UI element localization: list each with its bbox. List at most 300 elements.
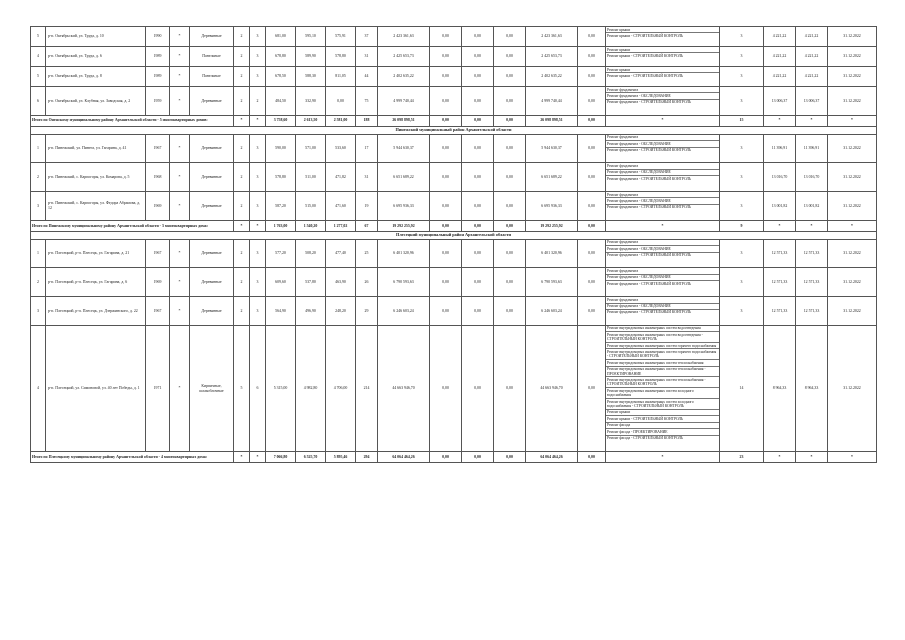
cell-c3: * [170, 325, 190, 452]
cell-s2: 4 221,22 [796, 67, 828, 87]
district-total-row [31, 115, 877, 126]
district-title: Плесецкий муниципальный район Архангельской области [31, 231, 877, 239]
work-item: Ремонт фундамента [606, 240, 719, 246]
total-c3: * [234, 452, 250, 463]
cell-ent: 3 [250, 163, 266, 192]
total-works: * [606, 452, 720, 463]
cell-works [606, 27, 720, 47]
cell-date: 31.12.2022 [828, 87, 877, 116]
total-ty: 9 [720, 220, 764, 231]
cell-f3: 0,00 [494, 27, 526, 47]
cell-f1: 0,00 [430, 67, 462, 87]
cell-year: 1969 [146, 268, 170, 297]
total-a3: 2 581,00 [326, 115, 356, 126]
total-a1: 3 758,60 [266, 115, 296, 126]
cell-cost: 6 695 936,33 [378, 192, 430, 221]
cell-date: 31.12.2022 [828, 163, 877, 192]
cell-fl: 2 [234, 67, 250, 87]
cell-ent: 2 [250, 87, 266, 116]
cell-date: 31.12.2022 [828, 192, 877, 221]
cell-fl: 2 [234, 87, 250, 116]
cell-a1: 590,00 [266, 134, 296, 163]
work-item: Ремонт фундамента [606, 297, 719, 303]
cell-addr: р-п. Пинежский, с. Карпогоры, ул. Федора Абрамова, д. 12 [46, 192, 146, 221]
cell-date: 31.12.2022 [828, 268, 877, 297]
cell-n: 6 [31, 87, 46, 116]
work-item: Ремонт крыши [606, 47, 719, 53]
cell-year: 1967 [146, 239, 170, 268]
cell-f4: 4 999 740,44 [526, 87, 578, 116]
cell-s2: 12 571,33 [796, 268, 828, 297]
cell-c3: * [170, 239, 190, 268]
work-item: Ремонт крыши - СТРОИТЕЛЬНЫЙ КОНТРОЛЬ [607, 33, 684, 38]
work-item: Ремонт внутридомовых инженерных систем водоотведения [606, 326, 719, 332]
total-s2: * [796, 220, 828, 231]
cell-a2: 496,90 [296, 297, 326, 326]
work-item: Ремонт крыши [606, 67, 719, 73]
cell-cost: 6 790 593,63 [378, 268, 430, 297]
cell-ty: 3 [720, 87, 764, 116]
work-item: Ремонт фундамента - СТРОИТЕЛЬНЫЙ КОНТРОЛЬ [607, 281, 692, 286]
cell-ty: 3 [720, 192, 764, 221]
cell-res: 31 [356, 163, 378, 192]
work-item: Ремонт фундамента - ОБСЛЕДОВАНИЕ [606, 141, 719, 147]
total-cost: 64 064 464,26 [378, 452, 430, 463]
total-res: 188 [356, 115, 378, 126]
cell-f5: 0,00 [578, 192, 606, 221]
cell-f4: 2 423 361,63 [526, 27, 578, 47]
work-item: Ремонт внутридомовых инженерных систем холодного водоснабжения [606, 388, 719, 399]
cell-s1: 13 016,70 [764, 163, 796, 192]
total-a2: 2 613,50 [296, 115, 326, 126]
cell-n: 4 [31, 325, 46, 452]
work-item: Ремонт фундамента - СТРОИТЕЛЬНЫЙ КОНТРОЛЬ [607, 148, 692, 152]
cell-a3: 471,82 [326, 163, 356, 192]
cell-cost: 6 246 603,24 [378, 297, 430, 326]
cell-ent: 3 [250, 268, 266, 297]
cell-date: 31.12.2022 [828, 134, 877, 163]
work-item: Ремонт фундамента - ОБСЛЕДОВАНИЕ [606, 246, 719, 252]
cell-f1: 0,00 [430, 27, 462, 47]
work-item: Ремонт фундамента - СТРОИТЕЛЬНЫЙ КОНТРОЛЬ [607, 205, 692, 210]
work-item: Ремонт внутридомовых инженерных систем водоотведения - СТРОИТЕЛЬНЫЙ КОНТРОЛЬ [606, 332, 719, 343]
work-item: Ремонт крыши - СТРОИТЕЛЬНЫЙ КОНТРОЛЬ [607, 73, 684, 78]
cell-s2: 13 006,37 [796, 87, 828, 116]
cell-a2: 589,90 [296, 47, 326, 67]
cell-f5: 0,00 [578, 27, 606, 47]
cell-s2: 12 571,33 [796, 297, 828, 326]
cell-date: 31.12.2022 [828, 325, 877, 452]
cell-ent: 3 [250, 134, 266, 163]
cell-a3: 463,90 [326, 268, 356, 297]
total-res: 294 [356, 452, 378, 463]
work-item: Ремонт фундамента - ОБСЛЕДОВАНИЕ [606, 304, 719, 310]
cell-ent: 3 [250, 67, 266, 87]
cell-cost: 4 999 740,44 [378, 87, 430, 116]
cell-a2: 588,30 [296, 67, 326, 87]
cell-f4: 2 425 653,73 [526, 47, 578, 67]
cell-cost: 44 663 946,70 [378, 325, 430, 452]
cell-ent: 3 [250, 192, 266, 221]
total-res: 67 [356, 220, 378, 231]
cell-a1: 678,80 [266, 47, 296, 67]
cell-f1: 0,00 [430, 297, 462, 326]
cell-res: 37 [356, 27, 378, 47]
cell-res: 214 [356, 325, 378, 452]
cell-f2: 0,00 [462, 27, 494, 47]
work-item: Ремонт фасада - ПРОЕКТИРОВАНИЕ [606, 429, 719, 435]
cell-s1: 12 571,33 [764, 239, 796, 268]
cell-works [606, 325, 720, 452]
total-a3: 1 277,02 [326, 220, 356, 231]
cell-mat: Деревянные [190, 239, 234, 268]
cell-year: 1971 [146, 325, 170, 452]
total-c4: * [250, 452, 266, 463]
cell-s1: 4 221,22 [764, 67, 796, 87]
total-cost: 26 098 898,51 [378, 115, 430, 126]
cell-res: 31 [356, 47, 378, 67]
cell-cost: 6 401 320,96 [378, 239, 430, 268]
cell-works [606, 67, 720, 87]
cell-addr: р-п. Октябрьский, ул. Труда, д. 10 [46, 27, 146, 47]
table-row [31, 27, 877, 47]
cell-f4: 6 695 936,33 [526, 192, 578, 221]
cell-res: 44 [356, 67, 378, 87]
cell-a1: 577,20 [266, 239, 296, 268]
cell-f5: 0,00 [578, 67, 606, 87]
cell-n: 5 [31, 27, 46, 47]
total-s2: * [796, 115, 828, 126]
total-c4: * [250, 220, 266, 231]
work-item: Ремонт фасада [606, 423, 719, 429]
work-item: Ремонт фундамента [606, 268, 719, 274]
total-s1: * [764, 220, 796, 231]
cell-s1: 11 396,91 [764, 134, 796, 163]
cell-f3: 0,00 [494, 325, 526, 452]
cell-f5: 0,00 [578, 268, 606, 297]
work-item: Ремонт фундамента [606, 192, 719, 198]
cell-f3: 0,00 [494, 67, 526, 87]
work-item: Ремонт фундамента - ОБСЛЕДОВАНИЕ [606, 170, 719, 176]
cell-c3: * [170, 192, 190, 221]
work-item: Ремонт внутридомовых инженерных систем теплоснабжения [606, 360, 719, 366]
cell-ent: 3 [250, 297, 266, 326]
cell-a2: 332,90 [296, 87, 326, 116]
cell-year: 1989 [146, 47, 170, 67]
table-row [31, 87, 877, 116]
total-f3: 0,00 [494, 452, 526, 463]
cell-f5: 0,00 [578, 47, 606, 67]
total-label: Итого по Онежскому муниципальному району Архангельской области - 5 многоквартирных домов: [31, 115, 234, 126]
cell-mat: Кирпичные, шлакоблочные [190, 325, 234, 452]
cell-ty: 3 [720, 67, 764, 87]
cell-f5: 0,00 [578, 239, 606, 268]
table-row [31, 47, 877, 67]
total-f3: 0,00 [494, 115, 526, 126]
cell-a2: 595,10 [296, 27, 326, 47]
cell-a1: 587,20 [266, 192, 296, 221]
document-sheet [30, 26, 877, 463]
table-row [31, 163, 877, 192]
cell-f5: 0,00 [578, 325, 606, 452]
cell-works [606, 192, 720, 221]
cell-res: 17 [356, 134, 378, 163]
total-c3: * [234, 115, 250, 126]
cell-n: 2 [31, 268, 46, 297]
cell-s1: 13 006,37 [764, 87, 796, 116]
district-title: Пинежский муниципальный район Архангельской области [31, 126, 877, 134]
table-row [31, 297, 877, 326]
cell-n: 1 [31, 134, 46, 163]
cell-f3: 0,00 [494, 297, 526, 326]
cell-f3: 0,00 [494, 47, 526, 67]
cell-a1: 681,00 [266, 27, 296, 47]
cell-date: 31.12.2022 [828, 297, 877, 326]
cell-f5: 0,00 [578, 87, 606, 116]
work-item: Ремонт внутридомовых инженерных систем теплоснабжения - ПРОЕКТИРОВАНИЕ [606, 367, 719, 378]
cell-s1: 13 001,82 [764, 192, 796, 221]
cell-f4: 5 944 630,37 [526, 134, 578, 163]
total-cost: 19 292 255,92 [378, 220, 430, 231]
cell-mat: Деревянные [190, 192, 234, 221]
cell-f1: 0,00 [430, 163, 462, 192]
total-f2: 0,00 [462, 220, 494, 231]
work-item: Ремонт фундамента [606, 87, 719, 93]
cell-fl: 2 [234, 297, 250, 326]
cell-f4: 2 402 635,22 [526, 67, 578, 87]
work-item: Ремонт фундамента - СТРОИТЕЛЬНЫЙ КОНТРОЛЬ [607, 310, 692, 315]
cell-ent: 3 [250, 47, 266, 67]
cell-date: 31.12.2022 [828, 67, 877, 87]
cell-n: 5 [31, 67, 46, 87]
total-s2: * [796, 452, 828, 463]
total-label: Итого по Плесецкому муниципальному району Архангельской области - 4 многоквартирных дома: [31, 452, 234, 463]
cell-addr: р-п. Октябрьский, ул. Клубная, ул. Заводская, д. 2 [46, 87, 146, 116]
cell-f2: 0,00 [462, 47, 494, 67]
cell-f3: 0,00 [494, 192, 526, 221]
cell-c3: * [170, 163, 190, 192]
cell-a3: 0,00 [326, 87, 356, 116]
work-item: Ремонт фундамента - ОБСЛЕДОВАНИЕ [606, 198, 719, 204]
total-date: * [828, 220, 877, 231]
cell-f1: 0,00 [430, 87, 462, 116]
cell-addr: р-п. Плесецкий, р-п. Плесецк, ул. Гагарина, д. 21 [46, 239, 146, 268]
cell-a2: 508,20 [296, 239, 326, 268]
cell-f2: 0,00 [462, 192, 494, 221]
cell-s2: 4 221,22 [796, 47, 828, 67]
cell-f2: 0,00 [462, 325, 494, 452]
capital-repair-table [30, 26, 877, 463]
work-item: Ремонт фундамента [606, 135, 719, 141]
cell-a3: 248,20 [326, 297, 356, 326]
cell-mat: Деревянные [190, 163, 234, 192]
total-a2: 6 525,70 [296, 452, 326, 463]
cell-a1: 609,60 [266, 268, 296, 297]
cell-year: 1990 [146, 27, 170, 47]
cell-works [606, 239, 720, 268]
cell-f2: 0,00 [462, 87, 494, 116]
district-header-row [31, 231, 877, 239]
table-row [31, 268, 877, 297]
cell-cost: 2 423 361,63 [378, 27, 430, 47]
cell-f3: 0,00 [494, 87, 526, 116]
cell-ty: 3 [720, 27, 764, 47]
total-date: * [828, 115, 877, 126]
total-a1: 1 763,00 [266, 220, 296, 231]
cell-a2: 515,00 [296, 192, 326, 221]
cell-mat: Панельные [190, 67, 234, 87]
work-item: Ремонт внутридомовых инженерных систем теплоснабжения - СТРОИТЕЛЬНЫЙ КОНТРОЛЬ [606, 377, 719, 388]
cell-f4: 6 790 593,63 [526, 268, 578, 297]
cell-ent: 3 [250, 27, 266, 47]
cell-s2: 8 964,33 [796, 325, 828, 452]
total-f4: 64 064 464,26 [526, 452, 578, 463]
cell-res: 29 [356, 297, 378, 326]
cell-ty: 3 [720, 163, 764, 192]
work-item: Ремонт внутридомовых инженерных систем горячего водоснабжения - СТРОИТЕЛЬНЫЙ КОНТРОЛЬ [606, 349, 719, 360]
cell-cost: 5 944 630,37 [378, 134, 430, 163]
cell-n: 2 [31, 163, 46, 192]
cell-a3: 533,60 [326, 134, 356, 163]
cell-a1: 578,80 [266, 163, 296, 192]
cell-f1: 0,00 [430, 239, 462, 268]
total-f1: 0,00 [430, 220, 462, 231]
total-f5: 0,00 [578, 452, 606, 463]
cell-a2: 511,00 [296, 163, 326, 192]
cell-a2: 571,00 [296, 134, 326, 163]
cell-addr: р-п. Пинежский, ул. Пинега, ул. Гагарина, д. 41 [46, 134, 146, 163]
cell-a3: 578,80 [326, 47, 356, 67]
cell-s2: 12 571,33 [796, 239, 828, 268]
cell-f2: 0,00 [462, 134, 494, 163]
cell-fl: 2 [234, 239, 250, 268]
cell-c3: * [170, 268, 190, 297]
cell-fl: 2 [234, 47, 250, 67]
cell-f3: 0,00 [494, 163, 526, 192]
cell-f3: 0,00 [494, 134, 526, 163]
work-item: Ремонт фундамента - ОБСЛЕДОВАНИЕ [606, 93, 719, 99]
total-a3: 5 895,46 [326, 452, 356, 463]
cell-f3: 0,00 [494, 268, 526, 297]
total-a2: 1 540,20 [296, 220, 326, 231]
cell-f2: 0,00 [462, 239, 494, 268]
table-row [31, 192, 877, 221]
work-item: Ремонт фундамента - СТРОИТЕЛЬНЫЙ КОНТРОЛЬ [607, 253, 692, 258]
cell-cost: 2 402 635,22 [378, 67, 430, 87]
cell-works [606, 47, 720, 67]
cell-ty: 3 [720, 268, 764, 297]
cell-mat: Деревянные [190, 268, 234, 297]
table-row [31, 134, 877, 163]
table-row [31, 325, 877, 452]
total-f3: 0,00 [494, 220, 526, 231]
cell-c3: * [170, 134, 190, 163]
cell-works [606, 134, 720, 163]
total-works: * [606, 220, 720, 231]
cell-f5: 0,00 [578, 163, 606, 192]
total-works: * [606, 115, 720, 126]
cell-f1: 0,00 [430, 268, 462, 297]
cell-works [606, 87, 720, 116]
total-f2: 0,00 [462, 115, 494, 126]
total-s1: * [764, 452, 796, 463]
cell-works [606, 163, 720, 192]
cell-n: 3 [31, 297, 46, 326]
cell-a1: 678,50 [266, 67, 296, 87]
cell-c3: * [170, 47, 190, 67]
cell-f1: 0,00 [430, 134, 462, 163]
work-item: Ремонт крыши [606, 27, 719, 33]
cell-res: 19 [356, 192, 378, 221]
cell-cost: 6 651 689,22 [378, 163, 430, 192]
total-ty: 23 [720, 452, 764, 463]
cell-ty: 14 [720, 325, 764, 452]
cell-f4: 44 663 946,70 [526, 325, 578, 452]
cell-mat: Деревянные [190, 297, 234, 326]
cell-a1: 5 315,00 [266, 325, 296, 452]
cell-s1: 8 964,33 [764, 325, 796, 452]
cell-s1: 4 221,22 [764, 47, 796, 67]
total-f2: 0,00 [462, 452, 494, 463]
district-total-row [31, 452, 877, 463]
total-f4: 26 098 898,51 [526, 115, 578, 126]
cell-addr: р-п. Октябрьский, ул. Труда, д. 8 [46, 67, 146, 87]
cell-addr: р-п. Плесецкий, ул. Симоновой, ул. 40 лет Победы, д. 1 [46, 325, 146, 452]
cell-mat: Панельные [190, 47, 234, 67]
cell-f5: 0,00 [578, 134, 606, 163]
total-s1: * [764, 115, 796, 126]
table-body [31, 27, 877, 463]
cell-year: 1969 [146, 192, 170, 221]
cell-addr: р-п. Плесецкий, р-п. Плесецк, ул. Гагарина, д. 6 [46, 268, 146, 297]
cell-f4: 6 651 689,22 [526, 163, 578, 192]
work-item: Ремонт крыши [606, 410, 719, 416]
cell-n: 3 [31, 192, 46, 221]
cell-f2: 0,00 [462, 268, 494, 297]
cell-works [606, 297, 720, 326]
cell-cost: 2 425 653,73 [378, 47, 430, 67]
total-f1: 0,00 [430, 452, 462, 463]
total-f5: 0,00 [578, 220, 606, 231]
cell-a3: 4 706,00 [326, 325, 356, 452]
cell-ty: 3 [720, 239, 764, 268]
cell-n: 4 [31, 47, 46, 67]
cell-f1: 0,00 [430, 192, 462, 221]
cell-year: 1967 [146, 297, 170, 326]
work-item: Ремонт внутридомовых инженерных систем холодного водоснабжения - СТРОИТЕЛЬНЫЙ КОНТРОЛЬ [606, 399, 719, 410]
cell-mat: Деревянные [190, 134, 234, 163]
district-header-row [31, 126, 877, 134]
work-item: Ремонт крыши - СТРОИТЕЛЬНЫЙ КОНТРОЛЬ [607, 53, 684, 58]
cell-ty: 3 [720, 134, 764, 163]
cell-fl: 2 [234, 163, 250, 192]
cell-s2: 11 396,91 [796, 134, 828, 163]
cell-a3: 811,05 [326, 67, 356, 87]
total-f4: 19 292 255,92 [526, 220, 578, 231]
cell-date: 31.12.2022 [828, 47, 877, 67]
work-item: Ремонт внутридомовых инженерных систем горячего водоснабжения [606, 343, 719, 349]
cell-a3: 471,60 [326, 192, 356, 221]
cell-res: 25 [356, 239, 378, 268]
total-ty: 15 [720, 115, 764, 126]
cell-a1: 564,90 [266, 297, 296, 326]
cell-ty: 3 [720, 47, 764, 67]
cell-f3: 0,00 [494, 239, 526, 268]
total-f1: 0,00 [430, 115, 462, 126]
cell-ty: 3 [720, 297, 764, 326]
cell-date: 31.12.2022 [828, 27, 877, 47]
total-f5: 0,00 [578, 115, 606, 126]
